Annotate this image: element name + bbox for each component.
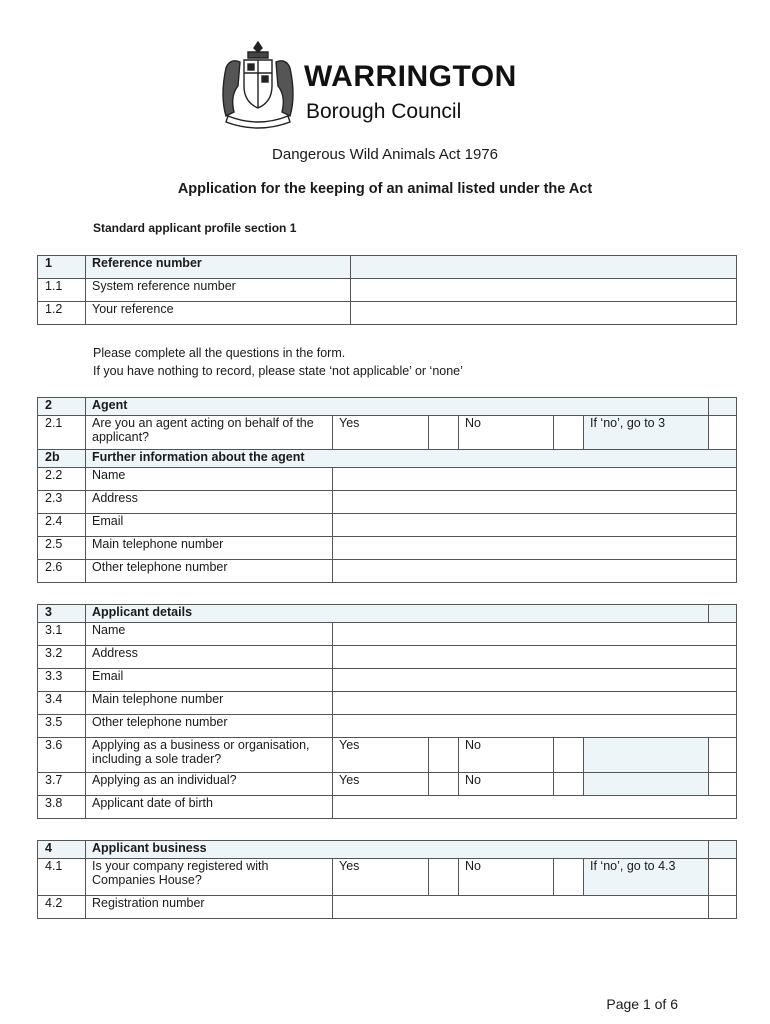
- form-row: [38, 738, 737, 773]
- agent-address-field[interactable]: [333, 491, 737, 514]
- section-2-table: [37, 397, 737, 583]
- profile-section-heading: Standard applicant profile section 1: [93, 221, 297, 235]
- form-row: [38, 514, 737, 537]
- row-number: 4.2: [38, 896, 86, 919]
- application-title: Application for the keeping of an animal listed under the Act: [177, 181, 593, 197]
- page-number: Page 1 of 6: [606, 996, 678, 1012]
- section-number: 4: [38, 841, 86, 859]
- yes-label: Yes: [333, 773, 429, 796]
- skip-note: If ‘no’, go to 4.3: [584, 859, 709, 896]
- no-checkbox[interactable]: [554, 738, 584, 773]
- coat-of-arms-icon: [218, 38, 298, 130]
- row-number: 2.5: [38, 537, 86, 560]
- row-number: 3.5: [38, 715, 86, 738]
- logo-title: WARRINGTON: [304, 60, 517, 93]
- row-number: 1.2: [38, 302, 86, 325]
- row-label: Address: [86, 646, 333, 669]
- row-label: Registration number: [86, 896, 333, 919]
- no-label: No: [459, 773, 554, 796]
- row-number: 2.4: [38, 514, 86, 537]
- section-3-table: [37, 604, 737, 819]
- row-number: 2.1: [38, 416, 86, 450]
- subsection-header-row: [38, 450, 737, 468]
- agent-main-phone-field[interactable]: [333, 537, 737, 560]
- row-label: Email: [86, 514, 333, 537]
- instruction-line: Please complete all the questions in the form.: [93, 346, 346, 360]
- section-header-row: [38, 605, 737, 623]
- no-checkbox[interactable]: [554, 859, 584, 896]
- form-row: [38, 859, 737, 896]
- no-label: No: [459, 416, 554, 450]
- row-label: Name: [86, 468, 333, 491]
- section-title: Reference number: [86, 256, 351, 279]
- applicant-email-field[interactable]: [333, 669, 737, 692]
- section-number: 1: [38, 256, 86, 279]
- form-row: [38, 468, 737, 491]
- agent-name-field[interactable]: [333, 468, 737, 491]
- section-number: 2b: [38, 450, 86, 468]
- row-label: Applying as an individual?: [86, 773, 333, 796]
- yes-checkbox[interactable]: [429, 738, 459, 773]
- form-row: [38, 302, 737, 325]
- act-title: Dangerous Wild Animals Act 1976: [272, 146, 498, 163]
- section-title: Further information about the agent: [86, 450, 737, 468]
- row-number: 2.3: [38, 491, 86, 514]
- row-label: Applicant date of birth: [86, 796, 333, 819]
- no-checkbox[interactable]: [554, 773, 584, 796]
- no-label: No: [459, 859, 554, 896]
- instructions: [93, 344, 463, 380]
- row-label: Is your company registered with Companies House?: [86, 859, 333, 896]
- applicant-other-phone-field[interactable]: [333, 715, 737, 738]
- skip-note: If ‘no’, go to 3: [584, 416, 709, 450]
- instruction-line: If you have nothing to record, please state ‘not applicable’ or ‘none’: [93, 364, 463, 378]
- logo-subtitle: Borough Council: [306, 100, 462, 123]
- council-logo: [218, 38, 548, 130]
- row-label: Other telephone number: [86, 560, 333, 583]
- section-title: Applicant business: [86, 841, 709, 859]
- section-title: Agent: [86, 398, 709, 416]
- row-label: Email: [86, 669, 333, 692]
- section-4-table: [37, 840, 737, 919]
- row-number: 3.3: [38, 669, 86, 692]
- agent-email-field[interactable]: [333, 514, 737, 537]
- agent-other-phone-field[interactable]: [333, 560, 737, 583]
- form-row: [38, 692, 737, 715]
- form-row: [38, 537, 737, 560]
- section-header-row: [38, 256, 737, 279]
- applicant-address-field[interactable]: [333, 646, 737, 669]
- row-label: Main telephone number: [86, 537, 333, 560]
- row-label: Are you an agent acting on behalf of the applicant?: [86, 416, 333, 450]
- row-label: Main telephone number: [86, 692, 333, 715]
- section-title: Applicant details: [86, 605, 709, 623]
- section-number: 2: [38, 398, 86, 416]
- applicant-main-phone-field[interactable]: [333, 692, 737, 715]
- form-row: [38, 669, 737, 692]
- reference-number-field[interactable]: [351, 256, 737, 279]
- form-row: [38, 896, 737, 919]
- section-header-row: [38, 841, 737, 859]
- system-reference-field[interactable]: [351, 279, 737, 302]
- form-row: [38, 279, 737, 302]
- form-row: [38, 491, 737, 514]
- section-header-row: [38, 398, 737, 416]
- yes-checkbox[interactable]: [429, 773, 459, 796]
- row-number: 1.1: [38, 279, 86, 302]
- no-checkbox[interactable]: [554, 416, 584, 450]
- row-number: 3.6: [38, 738, 86, 773]
- form-row: [38, 560, 737, 583]
- row-label: Other telephone number: [86, 715, 333, 738]
- form-row: [38, 623, 737, 646]
- row-number: 3.2: [38, 646, 86, 669]
- yes-label: Yes: [333, 859, 429, 896]
- applicant-name-field[interactable]: [333, 623, 737, 646]
- form-row: [38, 715, 737, 738]
- form-row: [38, 416, 737, 450]
- row-number: 2.6: [38, 560, 86, 583]
- row-number: 3.4: [38, 692, 86, 715]
- registration-number-field[interactable]: [333, 896, 709, 919]
- row-label: Applying as a business or organisation, including a sole trader?: [86, 738, 333, 773]
- yes-label: Yes: [333, 738, 429, 773]
- row-number: 2.2: [38, 468, 86, 491]
- section-number: 3: [38, 605, 86, 623]
- your-reference-field[interactable]: [351, 302, 737, 325]
- row-number: 3.8: [38, 796, 86, 819]
- section-1-table: [37, 255, 737, 325]
- yes-label: Yes: [333, 416, 429, 450]
- row-label: Your reference: [86, 302, 351, 325]
- yes-checkbox[interactable]: [429, 416, 459, 450]
- yes-checkbox[interactable]: [429, 859, 459, 896]
- form-row: [38, 773, 737, 796]
- row-label: System reference number: [86, 279, 351, 302]
- form-row: [38, 646, 737, 669]
- form-row: [38, 796, 737, 819]
- row-number: 4.1: [38, 859, 86, 896]
- row-label: Address: [86, 491, 333, 514]
- applicant-dob-field[interactable]: [333, 796, 737, 819]
- no-label: No: [459, 738, 554, 773]
- row-number: 3.1: [38, 623, 86, 646]
- row-number: 3.7: [38, 773, 86, 796]
- row-label: Name: [86, 623, 333, 646]
